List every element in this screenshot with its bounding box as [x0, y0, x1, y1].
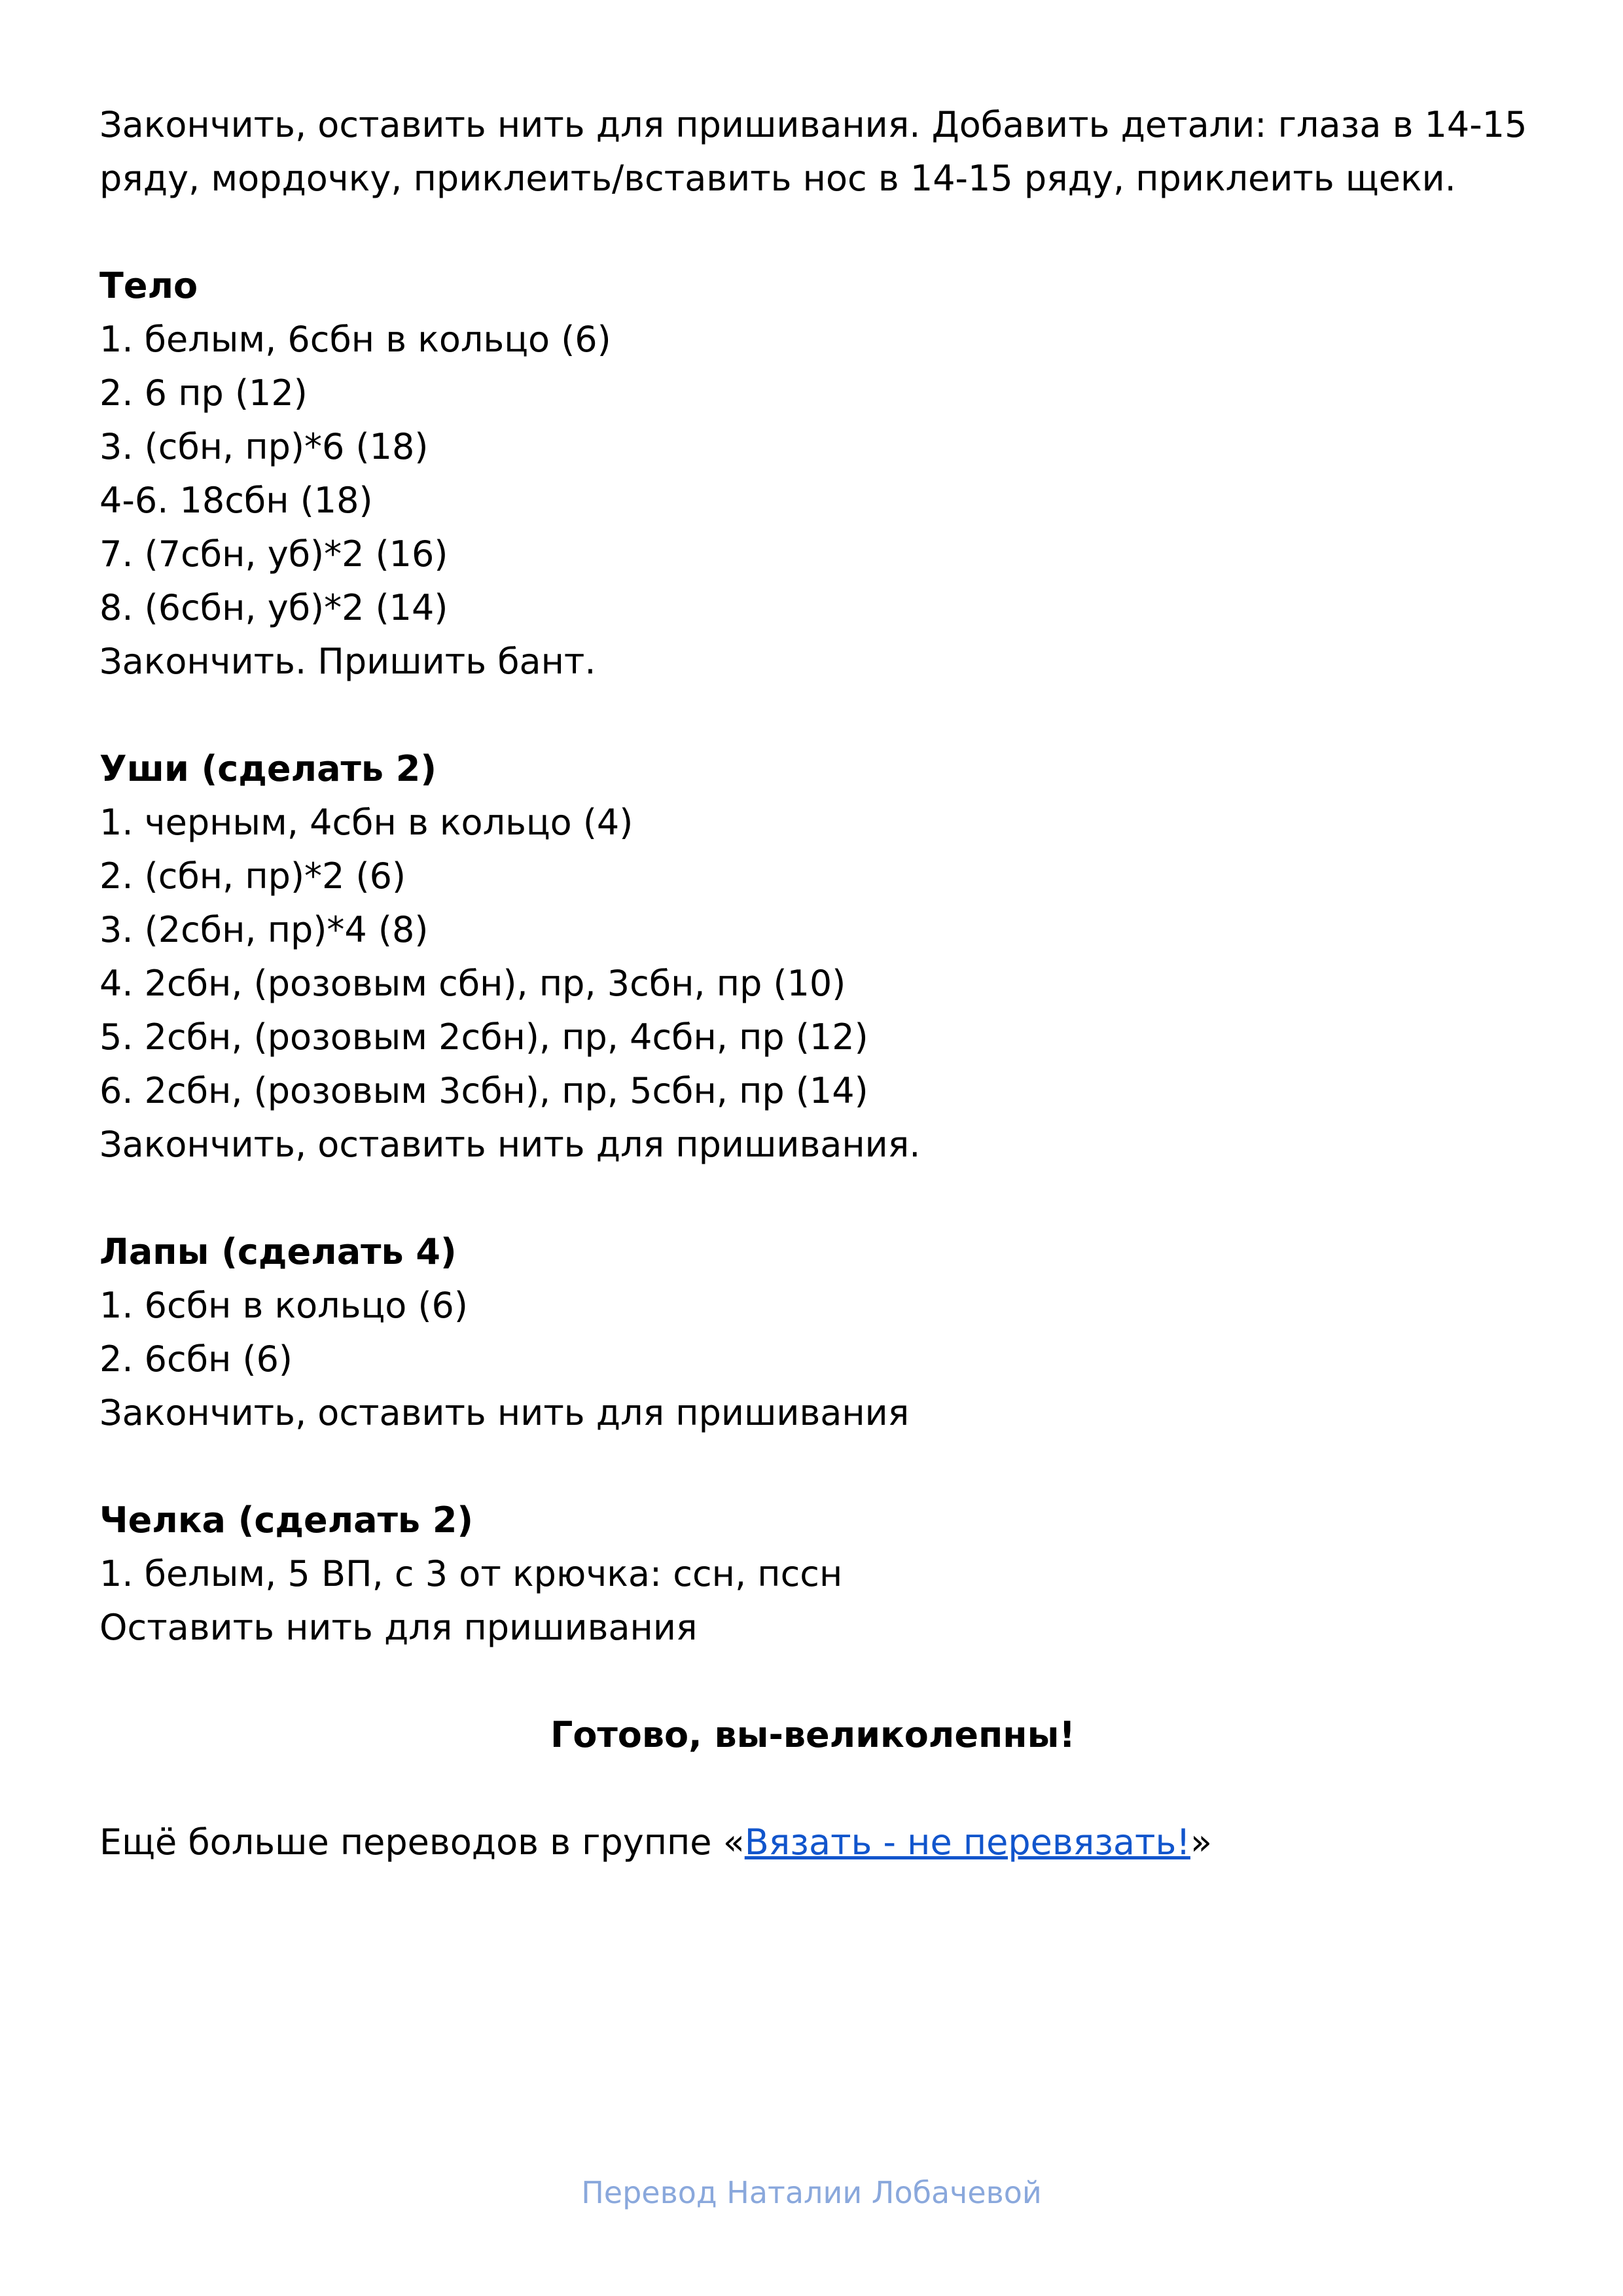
translator-credit: Перевод Наталии Лобачевой — [581, 2175, 1042, 2210]
pattern-row: Оставить нить для пришивания — [99, 1607, 698, 1648]
promo-suffix: » — [1190, 1821, 1212, 1863]
pattern-row: 1. черным, 4сбн в кольцо (4) — [99, 802, 633, 843]
pattern-row: 4-6. 18сбн (18) — [99, 480, 373, 521]
pattern-row: 1. белым, 5 ВП, с 3 от крючка: ссн, пссн — [99, 1553, 843, 1594]
promo-prefix: Ещё больше переводов в группе « — [99, 1821, 745, 1863]
pattern-row: 6. 2сбн, (розовым 3сбн), пр, 5сбн, пр (14) — [99, 1070, 868, 1111]
pattern-row: 3. (2сбн, пр)*4 (8) — [99, 909, 429, 950]
pattern-row: 2. (сбн, пр)*2 (6) — [99, 855, 406, 897]
pattern-row: Закончить, оставить нить для пришивания — [99, 1392, 910, 1433]
pattern-row: Закончить, оставить нить для пришивания. — [99, 1124, 921, 1165]
section-title: Лапы (сделать 4) — [99, 1231, 457, 1272]
section-paws — [99, 1225, 1526, 1440]
pattern-row: 7. (7сбн, уб)*2 (16) — [99, 533, 448, 575]
pattern-row: 3. (сбн, пр)*6 (18) — [99, 426, 429, 467]
intro-line-1: Закончить, оставить нить для пришивания. Добавить детали: глаза в 14-15 — [99, 104, 1527, 145]
section-body — [99, 259, 1526, 689]
intro-line-2: ряду, мордочку, приклеить/вставить нос в 14-15 ряду, приклеить щеки. — [99, 158, 1456, 199]
section-title: Челка (сделать 2) — [99, 1499, 474, 1541]
pattern-row: 2. 6 пр (12) — [99, 372, 308, 414]
pattern-row: 2. 6сбн (6) — [99, 1338, 293, 1380]
section-bangs — [99, 1494, 1526, 1655]
pattern-row: 1. 6сбн в кольцо (6) — [99, 1285, 468, 1326]
pattern-row: 1. белым, 6сбн в кольцо (6) — [99, 319, 611, 360]
pattern-row: Закончить. Пришить бант. — [99, 641, 596, 682]
pattern-row: 4. 2сбн, (розовым сбн), пр, 3сбн, пр (10) — [99, 963, 846, 1004]
promo-line — [99, 1816, 1526, 1869]
pattern-row: 8. (6сбн, уб)*2 (14) — [99, 587, 448, 628]
section-ears — [99, 742, 1526, 1172]
intro-paragraph — [99, 98, 1526, 206]
document-body — [99, 98, 1526, 1869]
finale-heading: Готово, вы-великолепны! — [550, 1714, 1076, 1755]
pattern-row: 5. 2сбн, (розовым 2сбн), пр, 4сбн, пр (12) — [99, 1016, 868, 1058]
group-link[interactable]: Вязать - не перевязать! — [744, 1821, 1190, 1863]
section-title: Тело — [99, 265, 198, 306]
section-title: Уши (сделать 2) — [99, 748, 437, 789]
